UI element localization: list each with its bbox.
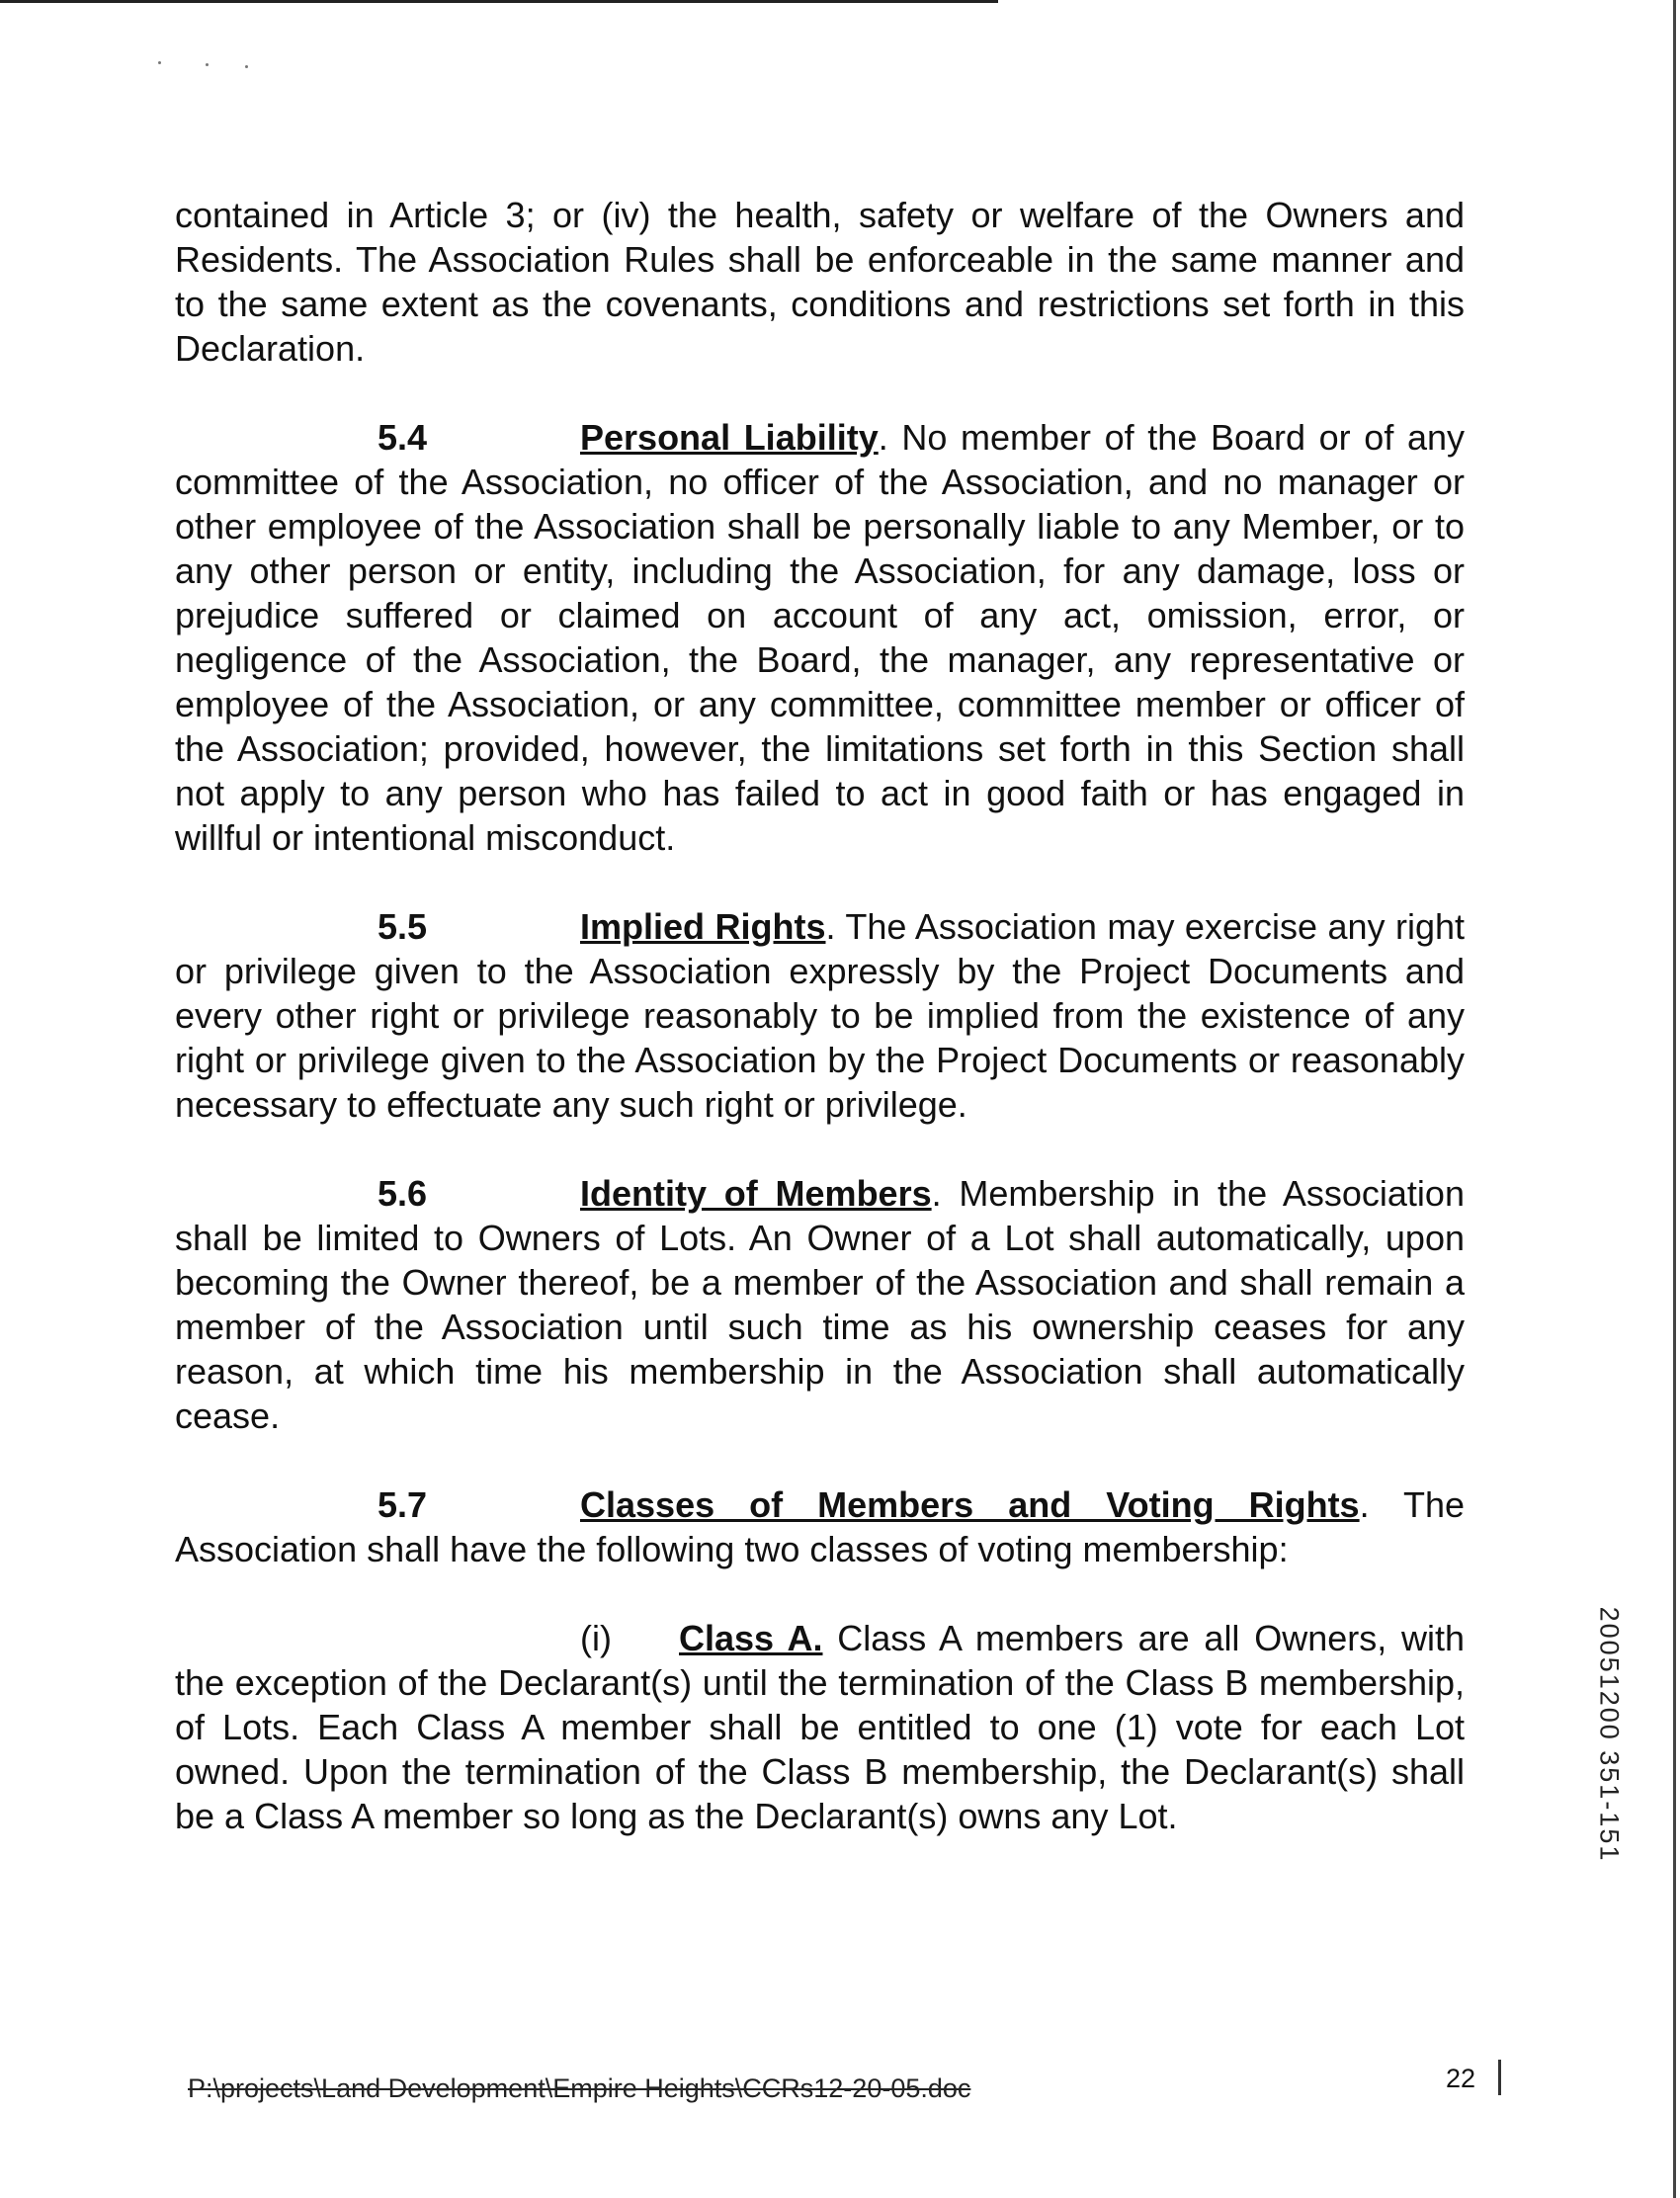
section-body: . Membership in the Association shall be limited to Owners of Lots. An Owner of a Lot shall automatically, upon becoming the Owner thereof, be a member of the Association and shall remain a member of the Association until such time as his ownership ceases for any reason, at which time his membership in the Association shall automatically cease. (175, 1173, 1465, 1436)
section-number: 5.7 (378, 1484, 428, 1525)
section-number: 5.5 (378, 906, 428, 947)
section-title: Personal Liability (580, 417, 879, 458)
subsection-title: Class A. (679, 1618, 823, 1658)
section-title: Classes of Members and Voting Rights (580, 1484, 1360, 1525)
section-5-4 (175, 415, 1465, 860)
section-title: Identity of Members (580, 1173, 932, 1214)
subsection-class-a (175, 1616, 1465, 1838)
page-number-bar (1498, 2060, 1501, 2095)
section-5-6 (175, 1171, 1465, 1438)
footer-file-path: P:\projects\Land Development\Empire Heights\CCRs12-20-05.doc (188, 2073, 971, 2103)
page-number: 22 (1446, 2064, 1476, 2093)
subsection-body: Class A members are all Owners, with the exception of the Declarant(s) until the termination of the Class B membership, of Lots. Each Class A member shall be entitled to one (1) vote for each Lot owned. Upon the termination of the Class B membership, the Declarant(s) shall be a Class A member so long as the Declarant(s) owns any Lot. (175, 1618, 1466, 1836)
section-number: 5.4 (378, 417, 428, 458)
section-5-5 (175, 904, 1465, 1127)
section-title: Implied Rights (580, 906, 826, 947)
subsection-marker: (i) (580, 1618, 612, 1658)
scan-speck (158, 61, 161, 64)
section-body: . The Association may exercise any right or privilege given to the Association expressly by the Project Documents and every other right or privilege reasonably to be implied from the existence of any right or privilege given to the Association by the Project Documents or reasonably necessary to effectuate any such right or privilege. (175, 906, 1466, 1125)
scan-top-border (0, 0, 998, 3)
scan-speck (206, 63, 209, 66)
scan-speck (245, 65, 248, 68)
section-body: . The Association shall have the following two classes of voting membership: (175, 1484, 1466, 1569)
recording-stamp-text: 20051200 351-151 (1594, 1606, 1625, 1863)
section-number: 5.6 (378, 1173, 428, 1214)
document-page (175, 193, 1465, 1838)
recording-stamp (1579, 1601, 1638, 1868)
section-body: . No member of the Board or of any committee of the Association, no officer of the Association, and no manager or other employee of the Association shall be personally liable to any Member, or to any other person or entity, including the Association, for any damage, loss or prejudice suffered or claimed on account of any act, omission, error, or negligence of the Association, the Board, the manager, any representative or employee of the Association, or any committee, committee member or officer of the Association; provided, however, the limitations set forth in this Section shall not apply to any person who has failed to act in good faith or has engaged in willful or intentional misconduct. (175, 417, 1465, 858)
scan-right-border (1673, 0, 1676, 2198)
section-5-7 (175, 1482, 1465, 1571)
intro-paragraph: contained in Article 3; or (iv) the health, safety or welfare of the Owners and Residents. The Association Rules shall be enforceable in the same manner and to the same extent as the covenants, conditions and restrictions set forth in this Declaration. (175, 195, 1465, 369)
